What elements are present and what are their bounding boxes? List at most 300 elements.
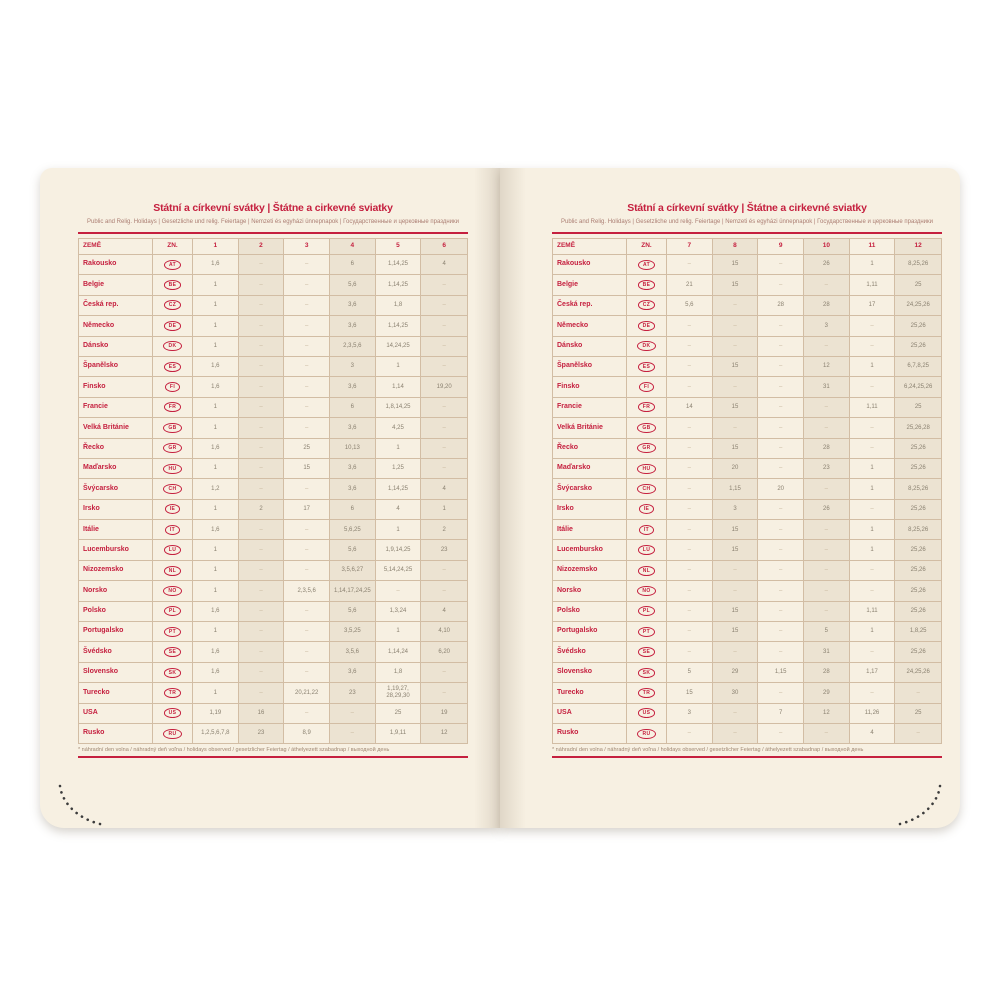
holiday-dates-cell: 8,9 bbox=[284, 724, 330, 743]
holiday-dates-cell: – bbox=[239, 683, 285, 702]
table-row bbox=[79, 581, 467, 601]
country-code-badge: LU bbox=[638, 545, 655, 555]
country-name: Itálie bbox=[553, 520, 627, 539]
holiday-dates-cell: – bbox=[284, 622, 330, 641]
holiday-dates-cell: 4,10 bbox=[421, 622, 467, 641]
country-code-badge: GB bbox=[163, 423, 181, 433]
holiday-dates-cell: 1 bbox=[193, 540, 239, 559]
holiday-dates-cell: – bbox=[804, 398, 850, 417]
holiday-dates-cell: 14,24,25 bbox=[376, 337, 422, 356]
country-code-cell bbox=[627, 418, 667, 437]
country-code-badge: NL bbox=[638, 566, 655, 576]
country-name: Portugalsko bbox=[79, 622, 153, 641]
holiday-dates-cell: – bbox=[667, 561, 713, 580]
holiday-dates-cell: 15 bbox=[713, 622, 759, 641]
page-subtitle: Public and Relig. Holidays | Gesetzliche und relig. Feiertage | Nemzeti és egyházi ünnepnapok | Государственные и церковные праздники bbox=[87, 219, 459, 225]
holiday-dates-cell: 1,14,25 bbox=[376, 275, 422, 294]
country-code-badge: AT bbox=[638, 260, 655, 270]
diary-spread bbox=[40, 168, 960, 828]
table-row bbox=[553, 561, 941, 581]
table-header-row bbox=[553, 239, 941, 255]
holiday-dates-cell: – bbox=[850, 500, 896, 519]
holiday-dates-cell: – bbox=[284, 663, 330, 682]
country-code-cell bbox=[153, 296, 193, 315]
holiday-dates-cell: 20 bbox=[758, 479, 804, 498]
country-code-badge: US bbox=[638, 708, 656, 718]
holiday-dates-cell: 23 bbox=[421, 540, 467, 559]
country-code-badge: RU bbox=[163, 729, 181, 739]
country-name: Česká rep. bbox=[79, 296, 153, 315]
holiday-dates-cell: – bbox=[713, 561, 759, 580]
country-code-cell bbox=[627, 337, 667, 356]
holiday-dates-cell: – bbox=[667, 459, 713, 478]
holiday-dates-cell: – bbox=[758, 316, 804, 335]
holiday-dates-cell: – bbox=[421, 296, 467, 315]
country-code-badge: SE bbox=[164, 647, 181, 657]
country-code-badge: PL bbox=[638, 606, 655, 616]
holiday-dates-cell: – bbox=[667, 479, 713, 498]
country-name: Rakousko bbox=[79, 255, 153, 274]
holiday-dates-cell: 28 bbox=[804, 439, 850, 458]
holiday-dates-cell: – bbox=[850, 642, 896, 661]
country-name: Španělsko bbox=[553, 357, 627, 376]
holiday-dates-cell: 1 bbox=[850, 540, 896, 559]
country-code-cell bbox=[627, 683, 667, 702]
holiday-dates-cell: – bbox=[667, 337, 713, 356]
holiday-dates-cell: 1 bbox=[193, 418, 239, 437]
holiday-dates-cell: – bbox=[895, 683, 941, 702]
holiday-dates-cell: – bbox=[239, 459, 285, 478]
holiday-dates-cell: 17 bbox=[850, 296, 896, 315]
holiday-dates-cell: 1 bbox=[193, 275, 239, 294]
country-code-badge: AT bbox=[164, 260, 181, 270]
holiday-dates-cell: – bbox=[667, 255, 713, 274]
holiday-dates-cell: 1,14,25 bbox=[376, 316, 422, 335]
holiday-dates-cell: 15 bbox=[713, 398, 759, 417]
country-code-badge: PT bbox=[638, 627, 655, 637]
country-code-badge: GB bbox=[637, 423, 655, 433]
table-row bbox=[553, 275, 941, 295]
holiday-dates-cell: 3,6 bbox=[330, 479, 376, 498]
country-code-cell bbox=[153, 459, 193, 478]
holiday-dates-cell: – bbox=[239, 622, 285, 641]
table-row bbox=[79, 520, 467, 540]
holiday-dates-cell: 25 bbox=[284, 439, 330, 458]
holiday-dates-cell: – bbox=[421, 561, 467, 580]
country-code-cell bbox=[627, 622, 667, 641]
holiday-dates-cell: 20,21,22 bbox=[284, 683, 330, 702]
country-code-cell bbox=[627, 724, 667, 743]
holiday-dates-cell: 1 bbox=[376, 520, 422, 539]
holiday-dates-cell: 5,6 bbox=[330, 275, 376, 294]
holiday-dates-cell: – bbox=[239, 439, 285, 458]
country-code-cell bbox=[627, 459, 667, 478]
country-code-badge: CH bbox=[637, 484, 655, 494]
bottom-rule bbox=[552, 756, 942, 758]
holiday-dates-cell: – bbox=[667, 602, 713, 621]
holiday-dates-cell: – bbox=[758, 500, 804, 519]
holiday-dates-cell: 25 bbox=[895, 275, 941, 294]
holiday-dates-cell: – bbox=[804, 724, 850, 743]
right-page bbox=[500, 168, 960, 828]
holiday-dates-cell: 1,11 bbox=[850, 602, 896, 621]
holiday-dates-cell: – bbox=[758, 683, 804, 702]
country-name: Řecko bbox=[553, 439, 627, 458]
holiday-dates-cell: 8,25,26 bbox=[895, 479, 941, 498]
country-code-cell bbox=[153, 540, 193, 559]
country-code-cell bbox=[627, 398, 667, 417]
holiday-dates-cell: 25,26 bbox=[895, 459, 941, 478]
table-row bbox=[79, 377, 467, 397]
holiday-dates-cell: 1,6 bbox=[193, 602, 239, 621]
country-code-badge: FI bbox=[639, 382, 654, 392]
holiday-dates-cell: 4 bbox=[421, 479, 467, 498]
holiday-dates-cell: – bbox=[239, 398, 285, 417]
holiday-dates-cell: 1,8,25 bbox=[895, 622, 941, 641]
month-header: 12 bbox=[895, 239, 941, 254]
country-code-cell bbox=[627, 663, 667, 682]
holiday-dates-cell: 3,5,6,27 bbox=[330, 561, 376, 580]
table-row bbox=[79, 418, 467, 438]
country-code-cell bbox=[627, 296, 667, 315]
country-name: Irsko bbox=[553, 500, 627, 519]
holiday-dates-cell: – bbox=[330, 724, 376, 743]
table-row bbox=[79, 439, 467, 459]
country-name: Maďarsko bbox=[553, 459, 627, 478]
table-row bbox=[553, 316, 941, 336]
country-name: USA bbox=[553, 704, 627, 723]
holiday-dates-cell: 1,14 bbox=[376, 377, 422, 396]
holiday-dates-cell: 25,26 bbox=[895, 439, 941, 458]
holiday-dates-cell: 1,14,24 bbox=[376, 642, 422, 661]
country-name: Polsko bbox=[553, 602, 627, 621]
holiday-dates-cell: 1 bbox=[193, 561, 239, 580]
country-code-badge: FI bbox=[165, 382, 180, 392]
holiday-dates-cell: 16 bbox=[239, 704, 285, 723]
holiday-dates-cell: 3,6 bbox=[330, 316, 376, 335]
holiday-dates-cell: 19,20 bbox=[421, 377, 467, 396]
country-code-badge: IT bbox=[639, 525, 654, 535]
holiday-dates-cell: 3,5,6 bbox=[330, 642, 376, 661]
holiday-dates-cell: 7 bbox=[758, 704, 804, 723]
table-row bbox=[553, 663, 941, 683]
holiday-dates-cell: – bbox=[667, 439, 713, 458]
table-row bbox=[79, 357, 467, 377]
holiday-dates-cell: – bbox=[804, 602, 850, 621]
table-row bbox=[553, 439, 941, 459]
country-name: Norsko bbox=[79, 581, 153, 600]
holiday-dates-cell: – bbox=[421, 683, 467, 702]
holiday-dates-cell: – bbox=[284, 316, 330, 335]
holiday-dates-cell: 2 bbox=[239, 500, 285, 519]
table-row bbox=[553, 602, 941, 622]
holiday-dates-cell: 25,26 bbox=[895, 642, 941, 661]
holiday-dates-cell: 8,25,26 bbox=[895, 520, 941, 539]
holiday-dates-cell: 1 bbox=[193, 622, 239, 641]
holiday-dates-cell: – bbox=[421, 337, 467, 356]
holiday-dates-cell: – bbox=[758, 377, 804, 396]
country-code-cell bbox=[153, 398, 193, 417]
holiday-dates-cell: 25,26 bbox=[895, 316, 941, 335]
country-code-badge: FR bbox=[164, 402, 181, 412]
table-row bbox=[553, 459, 941, 479]
country-code-badge: FR bbox=[638, 402, 655, 412]
country-name: Portugalsko bbox=[553, 622, 627, 641]
month-header: 2 bbox=[239, 239, 285, 254]
table-row bbox=[553, 540, 941, 560]
country-name: Slovensko bbox=[553, 663, 627, 682]
holiday-dates-cell: – bbox=[758, 398, 804, 417]
holiday-dates-cell: 15 bbox=[713, 357, 759, 376]
table-row bbox=[553, 296, 941, 316]
country-name: Finsko bbox=[553, 377, 627, 396]
page-subtitle: Public and Relig. Holidays | Gesetzliche und relig. Feiertage | Nemzeti és egyházi ünnepnapok | Государственные и церковные праздники bbox=[561, 219, 933, 225]
country-name: Turecko bbox=[79, 683, 153, 702]
table-row bbox=[79, 561, 467, 581]
holiday-dates-cell: – bbox=[667, 377, 713, 396]
holiday-dates-cell: 8,25,26 bbox=[895, 255, 941, 274]
holiday-dates-cell: – bbox=[239, 418, 285, 437]
table-row bbox=[79, 398, 467, 418]
country-name: Francie bbox=[553, 398, 627, 417]
holiday-dates-cell: – bbox=[758, 439, 804, 458]
holiday-dates-cell: – bbox=[758, 520, 804, 539]
page-title: Státní a církevní svátky | Štátne a cirkevné sviatky bbox=[627, 202, 867, 214]
country-code-badge: SK bbox=[164, 668, 182, 678]
country-name: Česká rep. bbox=[553, 296, 627, 315]
country-code-cell bbox=[153, 500, 193, 519]
country-name: Norsko bbox=[553, 581, 627, 600]
country-name: Švýcarsko bbox=[79, 479, 153, 498]
holiday-dates-cell: – bbox=[850, 561, 896, 580]
holiday-dates-cell: – bbox=[758, 602, 804, 621]
country-code-cell bbox=[627, 439, 667, 458]
table-row bbox=[79, 296, 467, 316]
holiday-dates-cell: – bbox=[421, 275, 467, 294]
holiday-dates-cell: – bbox=[758, 337, 804, 356]
month-header: 1 bbox=[193, 239, 239, 254]
holiday-dates-cell: 25,26 bbox=[895, 500, 941, 519]
holiday-dates-cell: – bbox=[239, 357, 285, 376]
holiday-dates-cell: – bbox=[667, 622, 713, 641]
holiday-dates-cell: 1,17 bbox=[850, 663, 896, 682]
holidays-table-months-1-6 bbox=[78, 238, 468, 744]
holiday-dates-cell: 3,5,25 bbox=[330, 622, 376, 641]
country-code-cell bbox=[627, 642, 667, 661]
country-name: Francie bbox=[79, 398, 153, 417]
holiday-dates-cell: – bbox=[421, 439, 467, 458]
holiday-dates-cell: 6,24,25,26 bbox=[895, 377, 941, 396]
holiday-dates-cell: – bbox=[713, 377, 759, 396]
country-code-cell bbox=[627, 602, 667, 621]
table-row bbox=[553, 357, 941, 377]
country-name: Maďarsko bbox=[79, 459, 153, 478]
holiday-dates-cell: – bbox=[239, 540, 285, 559]
holiday-dates-cell: 5,14,24,25 bbox=[376, 561, 422, 580]
holiday-dates-cell: 25 bbox=[895, 704, 941, 723]
country-name: Velká Británie bbox=[553, 418, 627, 437]
holiday-dates-cell: – bbox=[850, 439, 896, 458]
holiday-dates-cell: 25,26 bbox=[895, 581, 941, 600]
holiday-dates-cell: 4 bbox=[850, 724, 896, 743]
holidays-table-months-7-12 bbox=[552, 238, 942, 744]
holiday-dates-cell: – bbox=[421, 357, 467, 376]
table-row bbox=[553, 622, 941, 642]
country-code-badge: TR bbox=[164, 688, 181, 698]
holiday-dates-cell: 3 bbox=[804, 316, 850, 335]
table-row bbox=[79, 602, 467, 622]
holiday-dates-cell: 1,14,25 bbox=[376, 479, 422, 498]
holiday-dates-cell: 3,6 bbox=[330, 663, 376, 682]
holiday-dates-cell: 6,7,8,25 bbox=[895, 357, 941, 376]
holiday-dates-cell: – bbox=[284, 275, 330, 294]
holiday-dates-cell: 3,6 bbox=[330, 459, 376, 478]
country-code-cell bbox=[153, 275, 193, 294]
country-name: Německo bbox=[553, 316, 627, 335]
holiday-dates-cell: – bbox=[758, 357, 804, 376]
country-code-badge: DE bbox=[164, 321, 182, 331]
holiday-dates-cell: 1,6 bbox=[193, 642, 239, 661]
country-name: Řecko bbox=[79, 439, 153, 458]
holiday-dates-cell: 1 bbox=[193, 398, 239, 417]
holiday-dates-cell: 31 bbox=[804, 377, 850, 396]
table-row bbox=[553, 500, 941, 520]
holiday-dates-cell: – bbox=[713, 316, 759, 335]
holiday-dates-cell: 3,6 bbox=[330, 418, 376, 437]
month-header: 7 bbox=[667, 239, 713, 254]
holiday-dates-cell: – bbox=[667, 642, 713, 661]
holiday-dates-cell: 10,13 bbox=[330, 439, 376, 458]
holiday-dates-cell: – bbox=[758, 255, 804, 274]
country-code-cell bbox=[627, 275, 667, 294]
holiday-dates-cell: 1 bbox=[376, 622, 422, 641]
holiday-dates-cell: 4 bbox=[421, 255, 467, 274]
holiday-dates-cell: – bbox=[850, 337, 896, 356]
holiday-dates-cell: – bbox=[667, 724, 713, 743]
holiday-dates-cell: – bbox=[850, 418, 896, 437]
country-code-cell bbox=[627, 357, 667, 376]
holiday-dates-cell: 1,8 bbox=[376, 663, 422, 682]
holiday-dates-cell: 1,11 bbox=[850, 398, 896, 417]
holiday-dates-cell: – bbox=[284, 398, 330, 417]
holiday-dates-cell: – bbox=[667, 540, 713, 559]
holiday-dates-cell: 5,6 bbox=[330, 602, 376, 621]
holiday-dates-cell: 1 bbox=[193, 459, 239, 478]
table-row bbox=[79, 316, 467, 336]
table-row bbox=[79, 683, 467, 703]
country-code-badge: CH bbox=[163, 484, 181, 494]
holiday-dates-cell: 3 bbox=[667, 704, 713, 723]
country-code-cell bbox=[627, 500, 667, 519]
country-code-badge: PT bbox=[164, 627, 181, 637]
holiday-dates-cell: 23 bbox=[804, 459, 850, 478]
holiday-dates-cell: 1,6 bbox=[193, 663, 239, 682]
month-header: 6 bbox=[421, 239, 467, 254]
holiday-dates-cell: 31 bbox=[804, 642, 850, 661]
month-header: 3 bbox=[284, 239, 330, 254]
holiday-dates-cell: 21 bbox=[667, 275, 713, 294]
country-name: Rusko bbox=[79, 724, 153, 743]
holiday-dates-cell: 6 bbox=[330, 255, 376, 274]
country-name: Belgie bbox=[553, 275, 627, 294]
country-code-cell bbox=[627, 561, 667, 580]
holiday-dates-cell: 12 bbox=[804, 704, 850, 723]
holiday-dates-cell: 20 bbox=[713, 459, 759, 478]
holiday-dates-cell: 6 bbox=[330, 398, 376, 417]
table-row bbox=[79, 663, 467, 683]
holiday-dates-cell: 2,3,5,6 bbox=[330, 337, 376, 356]
holiday-dates-cell: 1,3,24 bbox=[376, 602, 422, 621]
country-code-cell bbox=[627, 255, 667, 274]
holiday-dates-cell: 28 bbox=[758, 296, 804, 315]
holiday-dates-cell: – bbox=[758, 642, 804, 661]
holiday-dates-cell: 15 bbox=[713, 540, 759, 559]
holiday-dates-cell: – bbox=[239, 561, 285, 580]
holiday-dates-cell: 1,6 bbox=[193, 439, 239, 458]
holiday-dates-cell: 26 bbox=[804, 255, 850, 274]
holiday-dates-cell: 1,2 bbox=[193, 479, 239, 498]
holiday-dates-cell: 15 bbox=[667, 683, 713, 702]
holiday-dates-cell: 1,2,5,6,7,8 bbox=[193, 724, 239, 743]
holiday-dates-cell: – bbox=[284, 377, 330, 396]
holiday-dates-cell: 4 bbox=[376, 500, 422, 519]
holiday-dates-cell: 3,6 bbox=[330, 377, 376, 396]
holiday-dates-cell: 1 bbox=[421, 500, 467, 519]
holiday-dates-cell: – bbox=[713, 418, 759, 437]
bottom-rule bbox=[78, 756, 468, 758]
holiday-dates-cell: 1 bbox=[850, 255, 896, 274]
table-row bbox=[79, 337, 467, 357]
table-row bbox=[553, 683, 941, 703]
holiday-dates-cell: 4 bbox=[421, 602, 467, 621]
holiday-dates-cell: 1,6 bbox=[193, 255, 239, 274]
table-row bbox=[79, 479, 467, 499]
holiday-dates-cell: – bbox=[376, 581, 422, 600]
holiday-dates-cell: 14 bbox=[667, 398, 713, 417]
country-code-badge: HU bbox=[163, 464, 181, 474]
country-code-badge: BE bbox=[638, 280, 656, 290]
footnote: * náhradní den volna / náhradný deň voľna / holidays observed / gesetzlicher Feiertag / áthelyezett szabadnap / выходной день bbox=[552, 747, 864, 754]
holiday-dates-cell: – bbox=[239, 296, 285, 315]
country-name: Nizozemsko bbox=[553, 561, 627, 580]
country-code-badge: RU bbox=[637, 729, 655, 739]
country-code-cell bbox=[627, 316, 667, 335]
country-code-cell bbox=[627, 377, 667, 396]
holiday-dates-cell: 1 bbox=[193, 316, 239, 335]
holiday-dates-cell: – bbox=[239, 275, 285, 294]
country-code-badge: IT bbox=[165, 525, 180, 535]
holiday-dates-cell: – bbox=[239, 520, 285, 539]
holiday-dates-cell: – bbox=[758, 581, 804, 600]
country-code-cell bbox=[153, 622, 193, 641]
holiday-dates-cell: – bbox=[804, 275, 850, 294]
country-code-cell bbox=[627, 704, 667, 723]
holiday-dates-cell: – bbox=[804, 581, 850, 600]
country-code-badge: IE bbox=[639, 504, 655, 514]
holiday-dates-cell: 1 bbox=[376, 357, 422, 376]
country-code-badge: LU bbox=[164, 545, 181, 555]
holiday-dates-cell: 1,6 bbox=[193, 520, 239, 539]
country-code-badge: DK bbox=[163, 341, 181, 351]
holiday-dates-cell: – bbox=[804, 418, 850, 437]
holiday-dates-cell: 1 bbox=[850, 357, 896, 376]
holiday-dates-cell: 28 bbox=[804, 663, 850, 682]
holiday-dates-cell: 1,19,27, 28,29,30 bbox=[376, 683, 422, 702]
holiday-dates-cell: 1,6 bbox=[193, 377, 239, 396]
country-code-cell bbox=[153, 683, 193, 702]
holiday-dates-cell: – bbox=[713, 581, 759, 600]
holiday-dates-cell: – bbox=[421, 663, 467, 682]
